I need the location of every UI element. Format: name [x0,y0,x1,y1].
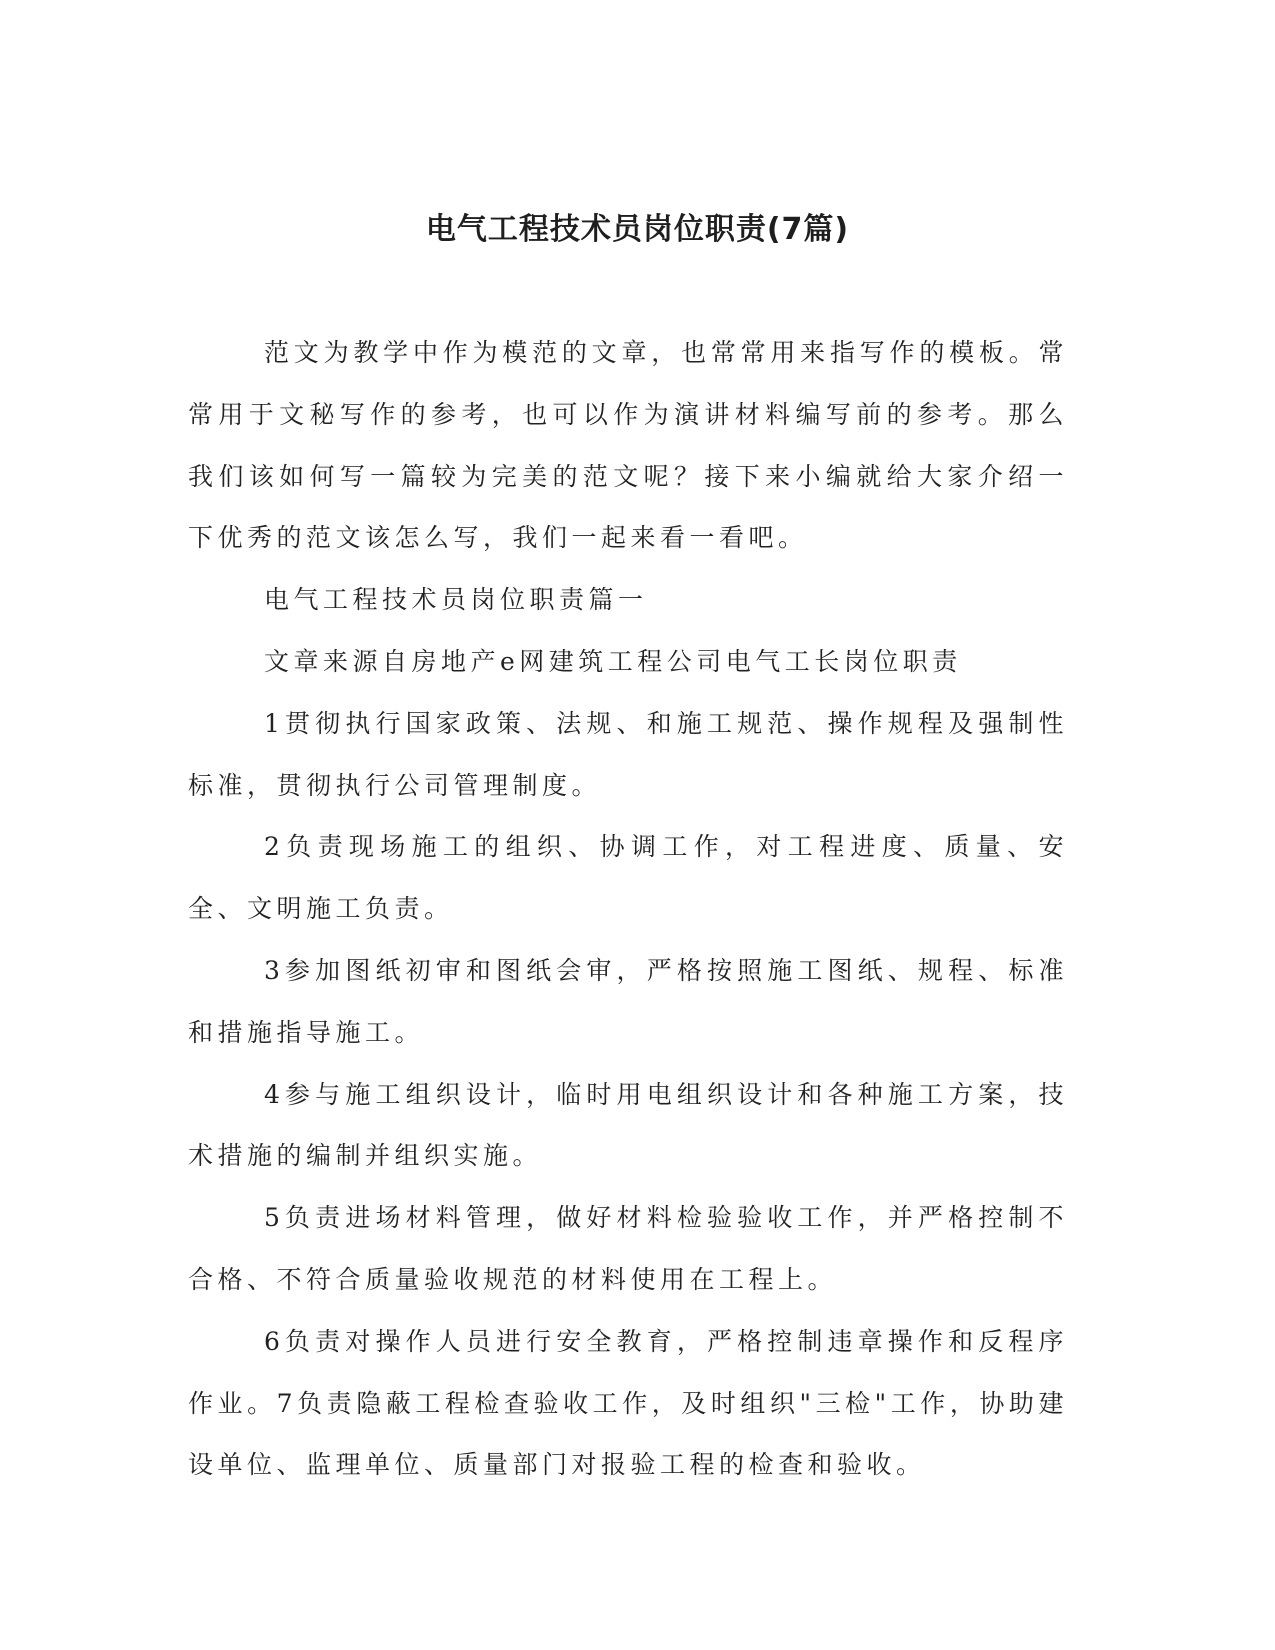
document-body [188,322,1068,1496]
duty-item-6-7: 6负责对操作人员进行安全教育，严格控制违章操作和反程序作业。7负责隐蔽工程检查验收工作，及时组织"三检"工作，协助建设单位、监理单位、质量部门对报验工程的检查和验收。 [188,1326,1068,1480]
duty-item-2: 2负责现场施工的组织、协调工作，对工程进度、质量、安全、文明施工负责。 [188,832,1068,924]
section-heading: 电气工程技术员岗位职责篇一 [264,585,648,615]
duty-item-5: 5负责进场材料管理，做好材料检验验收工作，并严格控制不合格、不符合质量验收规范的材料使用在工程上。 [188,1203,1068,1294]
duty-item-1: 1贯彻执行国家政策、法规、和施工规范、操作规程及强制性标准，贯彻执行公司管理制度。 [188,708,1068,800]
intro-paragraph: 范文为教学中作为模范的文章，也常常用来指写作的模板。常常用于文秘写作的参考，也可以作为演讲材料编写前的参考。那么我们该如何写一篇较为完美的范文呢？接下来小编就给大家介绍一下优秀的范文该怎么写，我们一起来看一看吧。 [188,338,1068,553]
document-title: 电气工程技术员岗位职责(7篇) [425,212,850,247]
source-line: 文章来源自房地产e网建筑工程公司电气工长岗位职责 [264,646,962,676]
duty-item-3: 3参加图纸初审和图纸会审，严格按照施工图纸、规程、标准和措施指导施工。 [188,955,1068,1047]
duty-item-4: 4参与施工组织设计，临时用电组织设计和各种施工方案，技术措施的编制并组织实施。 [188,1079,1068,1171]
